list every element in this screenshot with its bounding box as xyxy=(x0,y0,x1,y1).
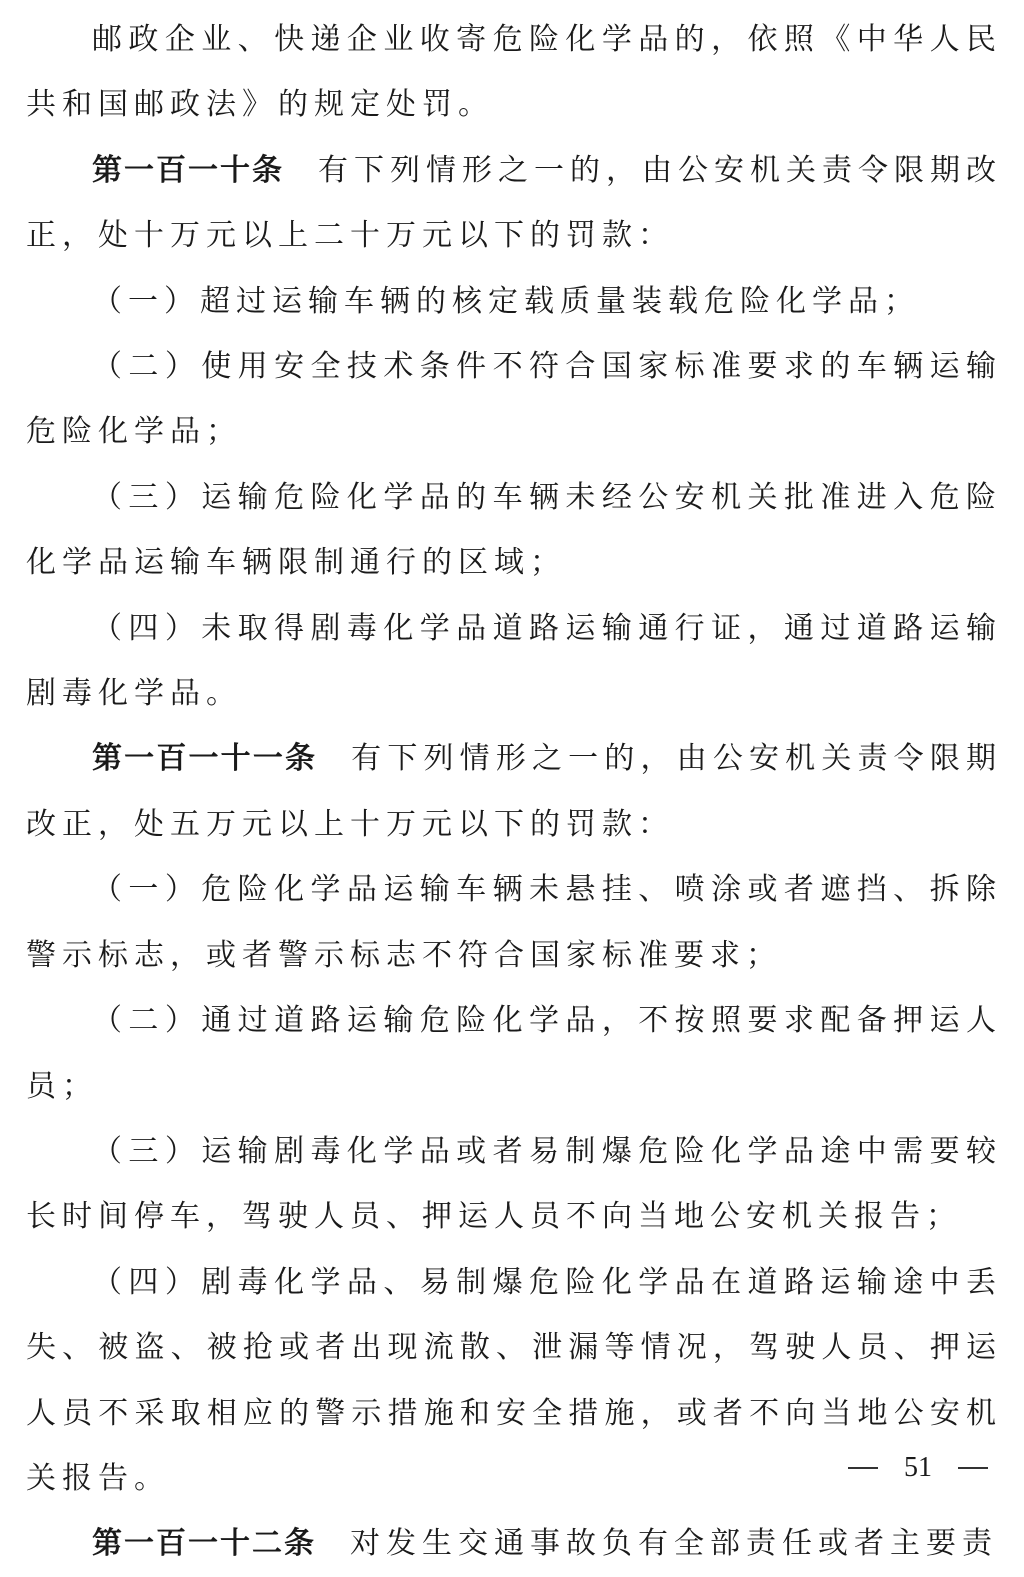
list-item xyxy=(26,1119,1002,1250)
article-paragraph xyxy=(26,726,1002,857)
paragraph-text: 有下列情形之一的，由公安机关责令限期改正，处五万元以上十万元以下的罚款： xyxy=(26,741,1003,842)
page-number: 51 xyxy=(904,1452,932,1483)
article-number: 第一百一十二条 xyxy=(92,1526,316,1562)
list-item xyxy=(26,988,1002,1119)
list-item xyxy=(26,269,1002,334)
paragraph-text: （四）未取得剧毒化学品道路运输通行证，通过道路运输剧毒化学品。 xyxy=(26,610,1002,712)
paragraph-text: （三）运输剧毒化学品或者易制爆危险化学品途中需要较长时间停车，驾驶人员、押运人员不向当地公安机关报告； xyxy=(26,1133,1002,1235)
paragraph-text: （一）危险化学品运输车辆未悬挂、喷涂或者遮挡、拆除警示标志，或者警示标志不符合国家标准要求； xyxy=(26,872,1002,973)
page-footer xyxy=(848,1452,988,1484)
paragraph-text: （二）通过道路运输危险化学品，不按照要求配备押运人员； xyxy=(26,1003,1002,1104)
paragraph-text: （三）运输危险化学品的车辆未经公安机关批准进入危险化学品运输车辆限制通行的区域； xyxy=(26,479,1002,581)
paragraph-text: （一）超过运输车辆的核定载质量装载危险化学品； xyxy=(92,283,920,319)
body-text xyxy=(26,7,1002,1577)
footer-dash-right xyxy=(958,1467,988,1469)
article-paragraph xyxy=(26,1511,1002,1576)
footer-dash-left xyxy=(848,1467,878,1469)
paragraph-text: 有下列情形之一的，由公安机关责令限期改正，处十万元以上二十万元以下的罚款： xyxy=(26,152,1002,254)
list-item xyxy=(26,596,1002,727)
paragraph-text: 对发生交通事故负有全部责任或者主要责 xyxy=(350,1526,998,1562)
paragraph-text: （二）使用安全技术条件不符合国家标准要求的车辆运输危险化学品； xyxy=(26,349,1002,450)
list-item xyxy=(26,857,1002,988)
list-item xyxy=(26,334,1002,465)
article-number: 第一百一十条 xyxy=(92,152,284,188)
paragraph-text: （四）剧毒化学品、易制爆危险化学品在道路运输途中丢失、被盗、被抢或者出现流散、泄漏等情况，驾驶人员、押运人员不采取相应的警示措施和安全措施，或者不向当地公安机关报告。 xyxy=(26,1264,1002,1496)
article-paragraph xyxy=(26,138,1002,269)
list-item xyxy=(26,465,1002,596)
article-number: 第一百一十一条 xyxy=(92,741,318,777)
paragraph-text: 邮政企业、快递企业收寄危险化学品的，依照《中华人民共和国邮政法》的规定处罚。 xyxy=(26,22,1002,123)
paragraph xyxy=(26,7,1002,138)
